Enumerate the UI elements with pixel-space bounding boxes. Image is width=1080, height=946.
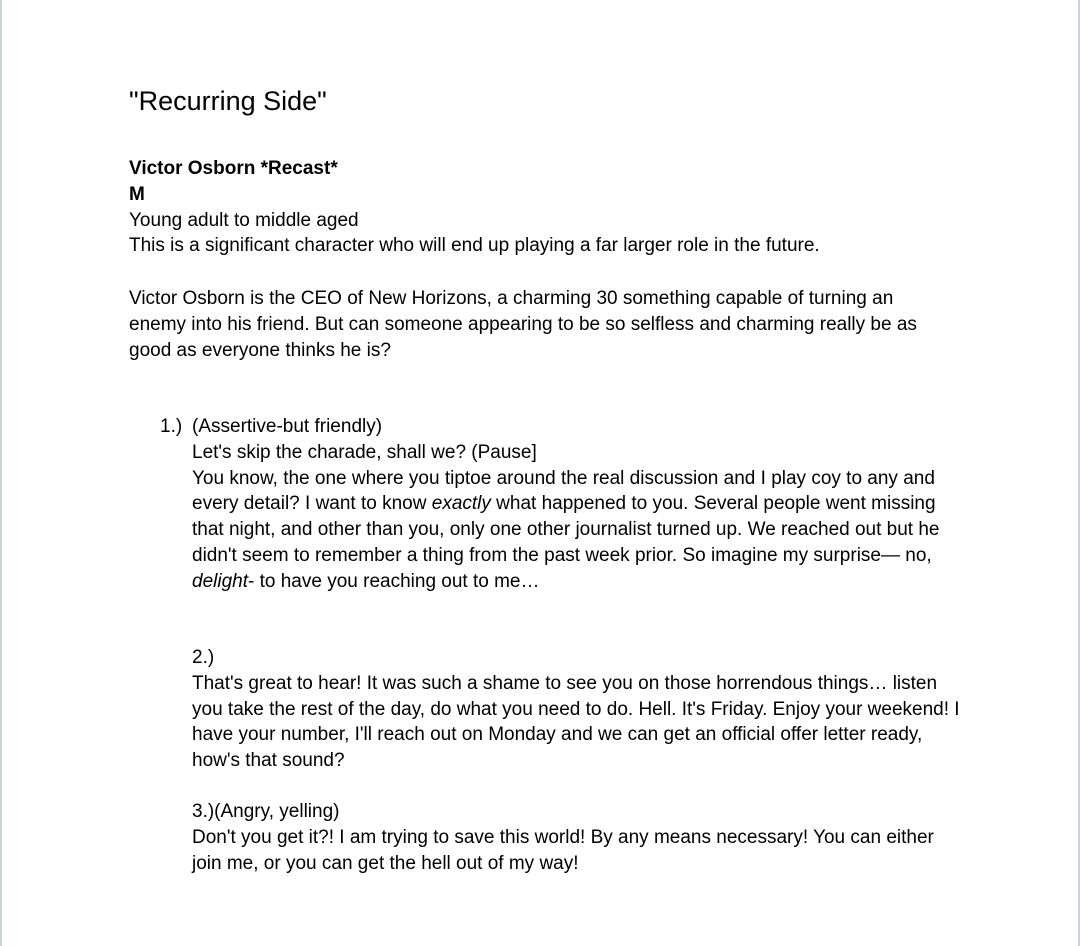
side-1-number: 1.) xyxy=(160,416,183,437)
side-1-emphasis-exactly: exactly xyxy=(431,493,491,515)
character-name: Victor Osborn *Recast* xyxy=(129,158,338,179)
side-1-text-c: - to have you reaching out to me… xyxy=(248,570,540,592)
side-1-emphasis-delight: delight xyxy=(192,570,248,592)
side-1-text-a: You know, the one where you tiptoe around the real discussion and I play coy to any and every detail? I want to know xyxy=(192,467,935,515)
side-1-paragraph xyxy=(192,466,962,595)
character-header xyxy=(129,156,989,259)
character-age-range: Young adult to middle aged xyxy=(129,209,359,231)
side-1 xyxy=(192,414,962,595)
side-2 xyxy=(192,645,962,774)
side-3 xyxy=(192,799,962,876)
character-description: Victor Osborn is the CEO of New Horizons, a charming 30 something capable of turning an enemy into his friend. But can someone appearing to be so selfless and charming really be as good as everyone thinks he is? xyxy=(129,288,917,361)
character-significance: This is a significant character who will end up playing a far larger role in the future. xyxy=(129,235,820,257)
character-gender: M xyxy=(129,183,145,205)
side-1-line-1: Let's skip the charade, shall we? (Pause] xyxy=(192,441,537,463)
document-title: "Recurring Side" xyxy=(129,86,327,116)
side-2-number: 2.) xyxy=(192,647,215,668)
side-3-text: Don't you get it?! I am trying to save this world! By any means necessary! You can either join me, or you can get the hell out of my way! xyxy=(192,826,934,874)
side-1-direction: (Assertive-but friendly) xyxy=(192,416,383,437)
side-1-text-b: what happened to you. Several people went missing that night, and other than you, only one other journalist turned up. We reached out but he didn't seem to remember a thing from the past week prior. So imagine my surprise— no, xyxy=(192,493,940,566)
side-3-number-direction: 3.)(Angry, yelling) xyxy=(192,801,340,822)
side-2-text: That's great to hear! It was such a shame to see you on those horrendous things… listen you take the rest of the day, do what you need to do. Hell. It's Friday. Enjoy your weekend! I have your number, I'll reach out on Monday and we can get an official offer letter ready, how's that sound? xyxy=(192,672,960,772)
